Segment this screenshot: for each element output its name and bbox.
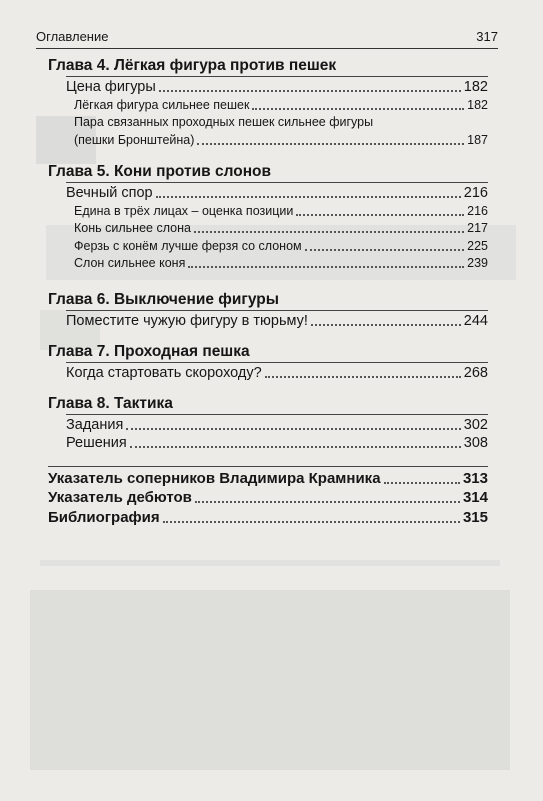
leader-dots (252, 108, 464, 110)
chapter-8 (48, 394, 488, 466)
toc-entry-label: Конь сильнее слона (74, 221, 191, 235)
toc-entry-page: 315 (462, 508, 488, 526)
toc-entry-label: Указатель соперников Владимира Крамника (48, 469, 381, 487)
toc-entry-page: 225 (467, 238, 488, 253)
leader-dots (296, 214, 464, 216)
toc-entry-label: Задания (66, 417, 124, 433)
toc-entry-page: 268 (463, 365, 488, 381)
toc-entry-page: 302 (463, 417, 488, 433)
toc-entry-label-line1: Пара связанных проходных пешек сильнее фигуры (74, 114, 374, 129)
running-header-page-number: 317 (476, 29, 498, 44)
toc-entry-label: Слон сильнее коня (74, 256, 186, 270)
leader-dots (156, 196, 461, 198)
toc-entry-page: 216 (463, 185, 488, 201)
toc-entry-page: 217 (467, 221, 488, 235)
toc-entry-label: Ферзь с конём лучше ферзя со слоном (74, 238, 302, 253)
leader-dots (384, 482, 460, 484)
leader-dots (265, 376, 461, 378)
toc-entry-label: Когда стартовать скороходу? (66, 365, 262, 381)
toc-entry-page: 187 (467, 132, 488, 147)
leader-dots (197, 143, 464, 145)
toc-entry-label-line2: (пешки Бронштейна) (74, 132, 195, 147)
toc-entry-label: Указатель дебютов (48, 489, 192, 506)
table-of-contents (48, 56, 488, 527)
chapter-title: Глава 4. Лёгкая фигура против пешек (48, 57, 337, 74)
running-header-title: Оглавление (36, 29, 109, 44)
toc-entry[interactable] (66, 364, 488, 382)
toc-entry-page: 308 (463, 435, 488, 451)
toc-entry[interactable] (66, 416, 488, 434)
chapter-title: Глава 5. Кони против слонов (48, 163, 272, 180)
chapter-title: Глава 7. Проходная пешка (48, 343, 250, 360)
show-through-shade (30, 590, 510, 770)
toc-entry[interactable] (66, 184, 488, 202)
toc-entry-page: 244 (463, 313, 488, 329)
leader-dots (126, 428, 460, 430)
toc-entry[interactable] (66, 434, 488, 452)
leader-dots (130, 446, 461, 448)
toc-entry-label: Вечный спор (66, 185, 153, 201)
toc-entry-label: Лёгкая фигура сильнее пешек (74, 97, 250, 112)
toc-entry[interactable] (48, 507, 488, 527)
toc-entry-label: Решения (66, 435, 127, 451)
leader-dots (311, 324, 461, 326)
toc-entry[interactable] (74, 220, 488, 238)
toc-entry[interactable] (48, 468, 488, 488)
toc-entry-page: 216 (467, 203, 488, 218)
leader-dots (194, 231, 464, 233)
toc-entry-page: 314 (462, 489, 488, 506)
toc-entry-page: 182 (463, 79, 488, 95)
leader-dots (188, 266, 464, 268)
toc-entry-label: Едина в трёх лицах – оценка позиции (74, 203, 294, 218)
chapter-5 (48, 162, 488, 290)
toc-entry-label: Поместите чужую фигуру в тюрьму! (66, 313, 308, 329)
toc-entry[interactable] (66, 78, 488, 96)
show-through-shade (40, 560, 500, 566)
toc-entry-page: 313 (462, 469, 488, 487)
toc-entry[interactable] (74, 202, 488, 220)
chapter-title: Глава 8. Тактика (48, 395, 173, 412)
toc-entry[interactable] (48, 488, 488, 508)
toc-entry-page: 239 (467, 256, 488, 270)
toc-entry[interactable] (66, 312, 488, 330)
toc-entry-label: Библиография (48, 508, 160, 526)
chapter-title: Глава 6. Выключение фигуры (48, 291, 279, 308)
leader-dots (305, 249, 465, 251)
toc-entry[interactable] (74, 96, 488, 114)
leader-dots (159, 90, 461, 92)
chapter-7 (48, 342, 488, 394)
toc-entry[interactable] (74, 114, 488, 149)
chapter-4 (48, 56, 488, 162)
back-matter (48, 466, 488, 527)
chapter-6 (48, 290, 488, 342)
toc-entry-page: 182 (467, 97, 488, 112)
leader-dots (163, 521, 460, 523)
toc-entry[interactable] (74, 255, 488, 273)
toc-entry-label: Цена фигуры (66, 79, 156, 95)
leader-dots (195, 501, 460, 503)
running-header (36, 28, 498, 49)
toc-entry[interactable] (74, 237, 488, 255)
